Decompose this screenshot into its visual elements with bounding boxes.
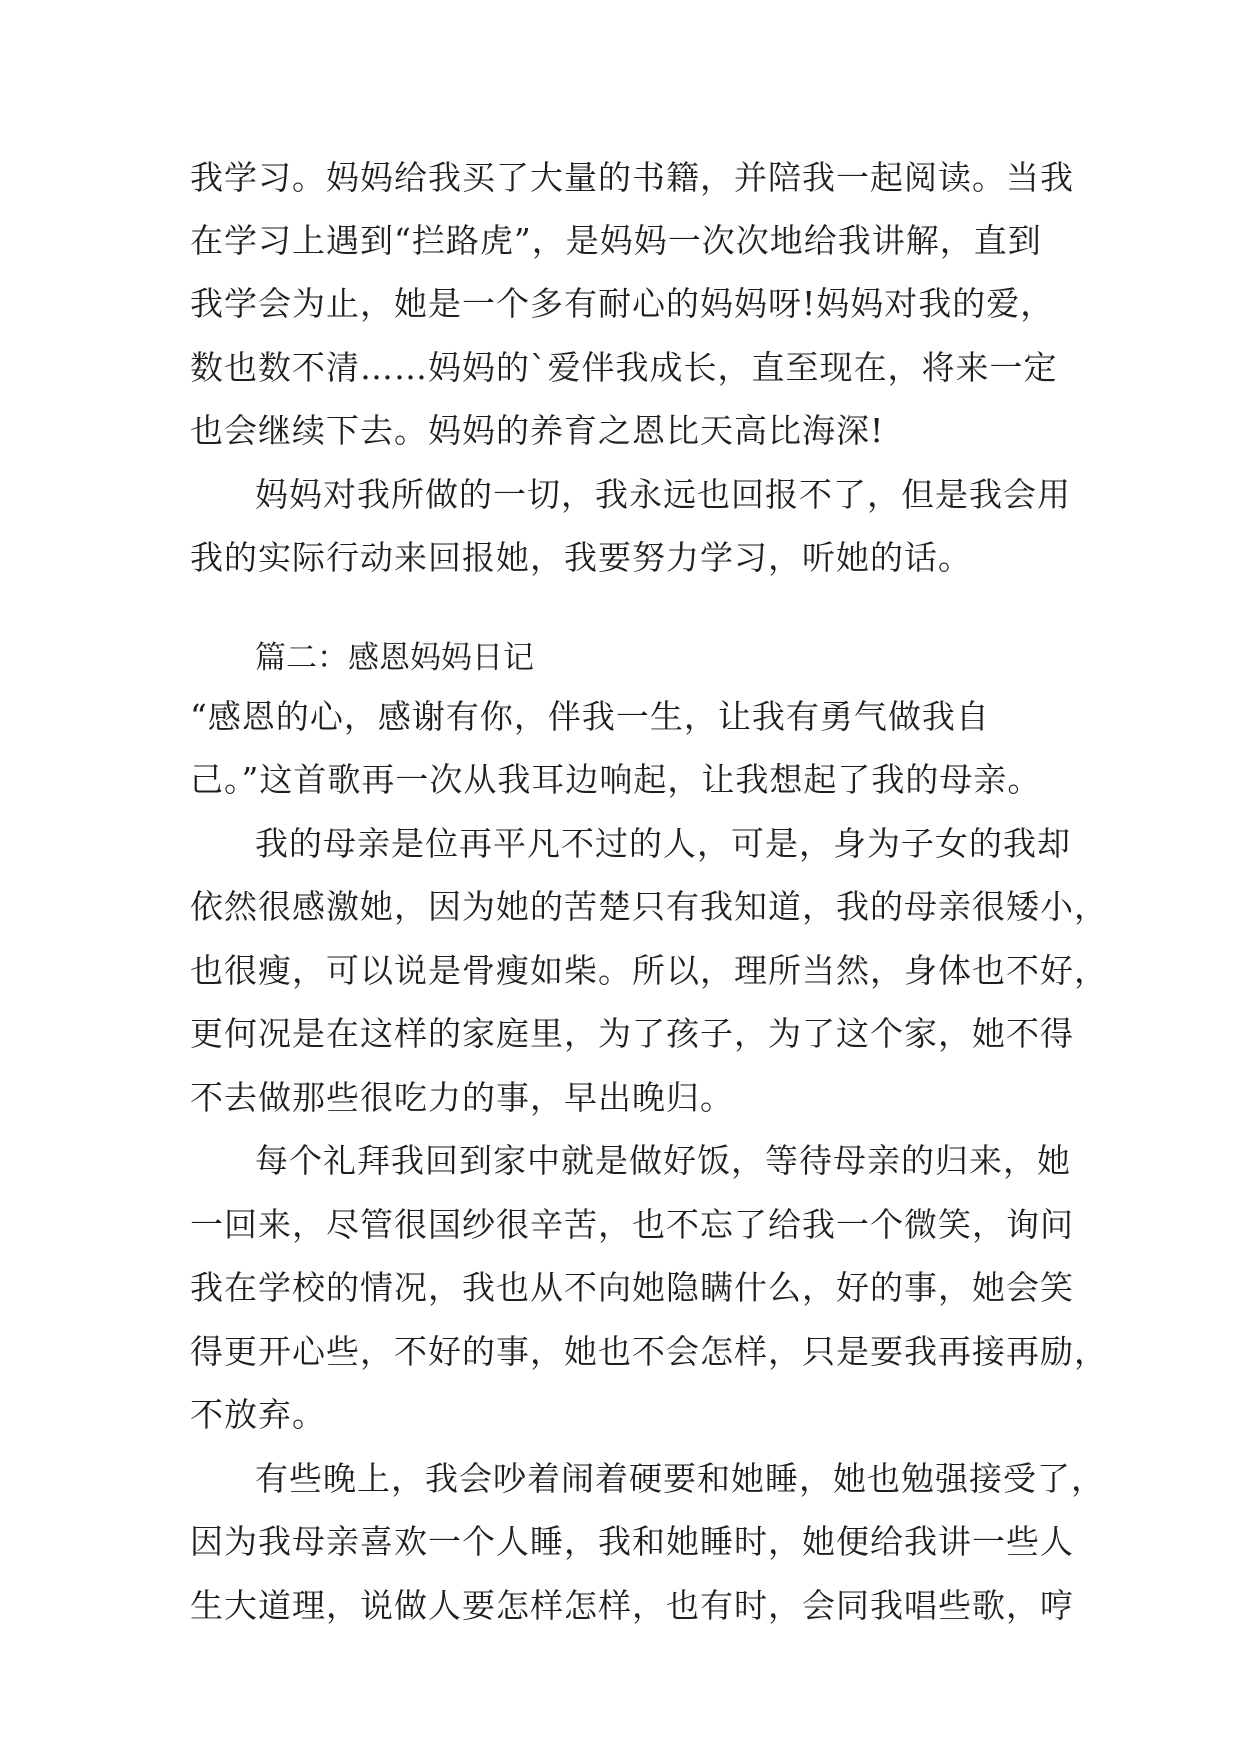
text-line: 妈妈对我所做的一切，我永远也回报不了，但是我会用 [255,475,1071,514]
text-line: 因为我母亲喜欢一个人睡，我和她睡时，她便给我讲一些人 [190,1522,1074,1561]
text-line: 我的母亲是位再平凡不过的人，可是，身为子女的我却 [255,824,1071,863]
text-line: 己。”这首歌再一次从我耳边响起，让我想起了我的母亲。 [190,760,1042,799]
text-line: 得更开心些，不好的事，她也不会怎样，只是要我再接再励， [190,1332,1108,1371]
text-line: 我在学校的情况，我也从不向她隐瞒什么，好的事，她会笑 [190,1268,1074,1307]
text-line: 有些晚上，我会吵着闹着硬要和她睡，她也勉强接受了， [255,1459,1105,1498]
text-line: 我的实际行动来回报她，我要努力学习，听她的话。 [190,538,972,577]
text-line: 更何况是在这样的家庭里，为了孩子，为了这个家，她不得 [190,1014,1074,1053]
text-line: 不放弃。 [190,1395,326,1434]
text-line: 依然很感激她，因为她的苦楚只有我知道，我的母亲很矮小， [190,887,1108,926]
text-line: 也会继续下去。妈妈的养育之恩比天高比海深! [190,411,885,450]
text-line: “感恩的心，感谢有你，伴我一生，让我有勇气做我自 [190,697,990,736]
text-line: 也很瘦，可以说是骨瘦如柴。所以，理所当然，身体也不好， [190,951,1108,990]
text-line: 每个礼拜我回到家中就是做好饭，等待母亲的归来，她 [255,1141,1071,1180]
text-line: 一回来，尽管很国纱很辛苦，也不忘了给我一个微笑，询问 [190,1205,1074,1244]
text-line: 不去做那些很吃力的事，早出晚归。 [190,1078,734,1117]
text-line: 我学会为止，她是一个多有耐心的妈妈呀!妈妈对我的爱， [190,284,1055,323]
text-line: 数也数不清……妈妈的`爱伴我成长，直至现在，将来一定 [190,348,1058,387]
section-title: 篇二：感恩妈妈日记 [255,640,534,676]
text-line: 生大道理，说做人要怎样怎样，也有时，会同我唱些歌，哼 [190,1586,1074,1625]
text-line: 我学习。妈妈给我买了大量的书籍，并陪我一起阅读。当我 [190,158,1074,197]
text-line: 在学习上遇到“拦路虎”，是妈妈一次次地给我讲解，直到 [190,221,1042,260]
